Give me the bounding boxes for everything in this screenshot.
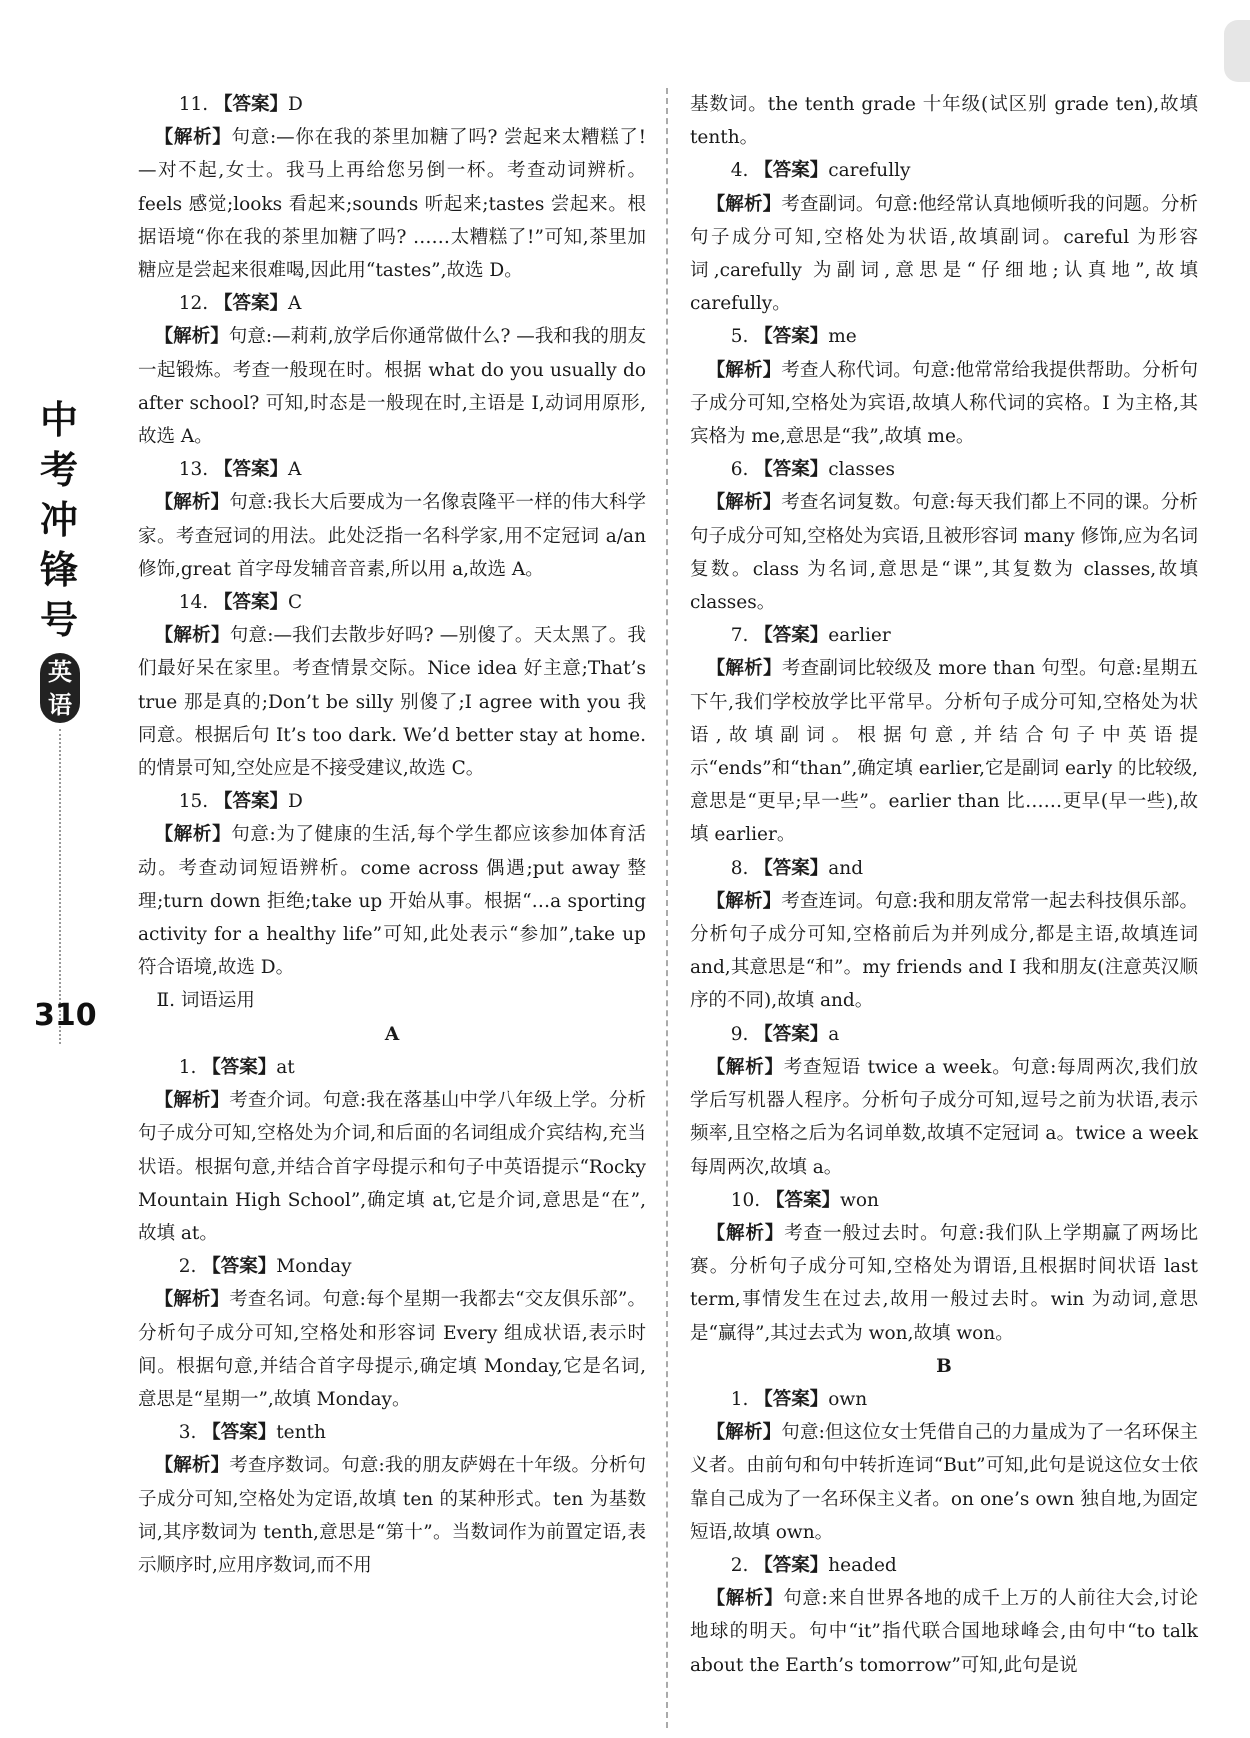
question-number: 14. xyxy=(178,592,214,614)
answer-line xyxy=(138,88,646,121)
explanation-text: 句意:我长大后要成为一名像袁隆平一样的伟大科学家。考查冠词的用法。此处泛指一名科学家,用不定冠词 a/an 修饰,great 首字母发辅音音素,所以用 a,故选 A。 xyxy=(138,492,646,580)
answer-text: own xyxy=(828,1388,868,1410)
explanation-text: 考查连词。句意:我和朋友常常一起去科技俱乐部。分析句子成分可知,空格前后为并列成分,都是主语,故填连词 and,其意思是“和”。my friends and I 我和朋友(注意英汉顺序的不同),故填 and。 xyxy=(690,890,1198,1012)
explanation-paragraph xyxy=(690,1051,1198,1184)
answer-text: A xyxy=(288,293,302,315)
subsection-letter: A xyxy=(384,1023,400,1045)
explanation-marker: 【解析】 xyxy=(154,492,230,514)
answer-text: C xyxy=(288,592,303,614)
answer-line xyxy=(138,586,646,619)
answer-line xyxy=(138,785,646,818)
question-number: 3. xyxy=(178,1422,203,1444)
page-corner-tab xyxy=(1224,20,1250,82)
book-title: 中考冲锋号 xyxy=(39,397,80,642)
question-number: 9. xyxy=(730,1023,755,1045)
explanation-paragraph xyxy=(138,818,646,984)
question-number: 15. xyxy=(178,791,214,813)
question-number: 7. xyxy=(730,625,755,647)
explanation-marker: 【解析】 xyxy=(154,1090,230,1112)
answer-text: earlier xyxy=(828,625,891,647)
explanation-paragraph xyxy=(138,619,646,785)
explanation-text: 句意:为了健康的生活,每个学生都应该参加体育活动。考查动词短语辨析。come across 偶遇;put away 整理;turn down 拒绝;take up 开始从事。根据“…a sporting activity for a healthy life”可知,此处表示“参加”,take up 符合语境,故选 D。 xyxy=(138,824,646,979)
explanation-text: 句意:—我们去散步好吗? —别傻了。天太黑了。我们最好呆在家里。考查情景交际。Nice idea 好主意;That’s true 那是真的;Don’t be silly 别傻了;I agree with you 我同意。根据后句 It’s too dark. We’d better stay at home. 的情景可知,空处应是不接受建议,故选 C。 xyxy=(138,625,646,780)
explanation-paragraph xyxy=(690,1416,1198,1549)
explanation-paragraph xyxy=(138,1283,646,1416)
answer-line xyxy=(690,453,1198,486)
answer-line xyxy=(138,1051,646,1084)
explanation-text: 句意:但这位女士凭借自己的力量成为了一名环保主义者。由前句和句中转折连词“But”可知,此句是说这位女士依靠自己成为了一名环保主义者。on one’s own 独自地,为固定短语,故填 own。 xyxy=(690,1422,1198,1543)
answer-marker: 【答案】 xyxy=(214,94,289,115)
explanation-text: 考查名词。句意:每个星期一我都去“交友俱乐部”。分析句子成分可知,空格处和形容词 Every 组成状语,表示时间。根据句意,并结合首字母提示,确定填 Monday,它是名词,意思是“星期一”,故填 Monday。 xyxy=(138,1289,646,1410)
explanation-text: 考查副词。句意:他经常认真地倾听我的问题。分析句子成分可知,空格处为状语,故填副词。careful 为形容词,carefully 为副词,意思是“仔细地;认真地”,故填 carefully。 xyxy=(690,193,1198,315)
answer-line xyxy=(138,1250,646,1283)
answer-text: A xyxy=(288,459,302,481)
explanation-paragraph xyxy=(690,885,1198,1018)
answer-text: D xyxy=(288,791,303,813)
answer-marker: 【答案】 xyxy=(754,1554,829,1576)
answer-text: and xyxy=(828,857,864,879)
explanation-marker: 【解析】 xyxy=(706,658,782,680)
answer-line xyxy=(690,1383,1198,1416)
answer-line xyxy=(690,1549,1198,1582)
answer-line xyxy=(138,453,646,486)
sidebar-dotted-line xyxy=(59,729,61,1044)
explanation-paragraph xyxy=(138,486,646,586)
answer-line xyxy=(138,1416,646,1449)
subsection-letter: B xyxy=(936,1355,952,1377)
subject-badge: 英语 xyxy=(40,653,80,723)
sidebar xyxy=(30,395,90,1044)
answer-line xyxy=(690,154,1198,187)
answer-text: classes xyxy=(828,459,895,481)
explanation-paragraph xyxy=(690,188,1198,321)
answer-text: won xyxy=(840,1189,879,1211)
answer-text: D xyxy=(288,94,303,115)
explanation-paragraph xyxy=(690,486,1198,619)
explanation-text: 考查序数词。句意:我的朋友萨姆在十年级。分析句子成分可知,空格处为定语,故填 ten 的某种形式。ten 为基数词,其序数词为 tenth,意思是“第十”。当数词作为前置定语,表示顺序时,应用序数词,而不用 xyxy=(138,1455,646,1576)
explanation-paragraph xyxy=(138,1449,646,1582)
answer-line xyxy=(690,1018,1198,1051)
right-column xyxy=(690,88,1198,1682)
explanation-paragraph xyxy=(138,121,646,287)
explanation-marker: 【解析】 xyxy=(706,890,782,912)
explanation-marker: 【解析】 xyxy=(154,127,232,149)
explanation-marker: 【解析】 xyxy=(706,1422,782,1444)
question-number: 2. xyxy=(730,1554,755,1576)
continued-paragraph: 基数词。the tenth grade 十年级(试区别 grade ten),故填 tenth。 xyxy=(690,94,1198,149)
explanation-paragraph xyxy=(690,1217,1198,1350)
explanation-marker: 【解析】 xyxy=(706,492,782,514)
question-number: 10. xyxy=(730,1189,766,1211)
answer-marker: 【答案】 xyxy=(754,160,829,182)
explanation-text: 考查人称代词。句意:他常常给我提供帮助。分析句子成分可知,空格处为宾语,故填人称代词的宾格。I 为主格,其宾格为 me,意思是“我”,故填 me。 xyxy=(690,359,1198,448)
explanation-marker: 【解析】 xyxy=(154,824,232,846)
explanation-text: 考查一般过去时。句意:我们队上学期赢了两场比赛。分析句子成分可知,空格处为谓语,且根据时间状语 last term,事情发生在过去,故用一般过去时。win 为动词,意思是“赢得”,其过去式为 won,故填 won。 xyxy=(690,1222,1198,1344)
question-number: 5. xyxy=(730,326,755,348)
question-number: 1. xyxy=(730,1388,755,1410)
explanation-text: 考查短语 twice a week。句意:每周两次,我们放学后写机器人程序。分析句子成分可知,逗号之前为状语,表示频率,且空格之后为名词单数,故填不定冠词 a。twice a week 每周两次,故填 a。 xyxy=(690,1056,1198,1178)
explanation-marker: 【解析】 xyxy=(706,1222,785,1244)
answer-marker: 【答案】 xyxy=(754,1023,829,1045)
answer-marker: 【答案】 xyxy=(754,857,829,879)
explanation-paragraph xyxy=(690,354,1198,454)
answer-text: Monday xyxy=(276,1256,352,1278)
question-number: 1. xyxy=(178,1056,203,1078)
page-number: 310 xyxy=(34,998,97,1033)
answer-line xyxy=(690,619,1198,652)
question-number: 13. xyxy=(178,459,214,481)
answer-marker: 【答案】 xyxy=(766,1189,841,1211)
explanation-marker: 【解析】 xyxy=(154,1455,230,1477)
answer-marker: 【答案】 xyxy=(214,791,289,813)
answer-text: tenth xyxy=(276,1422,326,1444)
explanation-text: 句意:—莉莉,放学后你通常做什么? —我和我的朋友一起锻炼。考查一般现在时。根据 what do you usually do after school? 可知,时态是一般现在时,主语是 I,动词用原形,故选 A。 xyxy=(138,326,646,448)
explanation-marker: 【解析】 xyxy=(154,1289,230,1311)
answer-text: me xyxy=(828,326,857,348)
answer-line xyxy=(138,287,646,320)
question-number: 11. xyxy=(178,94,214,115)
explanation-paragraph xyxy=(138,1084,646,1250)
answer-marker: 【答案】 xyxy=(754,625,829,647)
left-column xyxy=(138,88,646,1582)
question-number: 12. xyxy=(178,293,214,315)
answer-marker: 【答案】 xyxy=(202,1056,277,1078)
explanation-text: 句意:来自世界各地的成千上万的人前往大会,讨论地球的明天。句中“it”指代联合国地球峰会,由句中“to talk about the Earth’s tomorrow”可知,此句是说 xyxy=(690,1588,1198,1676)
explanation-marker: 【解析】 xyxy=(154,625,230,647)
answer-marker: 【答案】 xyxy=(754,1388,829,1410)
explanation-marker: 【解析】 xyxy=(706,1056,784,1078)
explanation-text: 考查介词。句意:我在落基山中学八年级上学。分析句子成分可知,空格处为介词,和后面的名词组成介宾结构,充当状语。根据句意,并结合首字母提示和句子中英语提示“Rocky Mountain High School”,确定填 at,它是介词,意思是“在”,故填 at。 xyxy=(138,1090,646,1244)
answer-marker: 【答案】 xyxy=(754,459,829,481)
column-divider xyxy=(666,88,668,1728)
answer-marker: 【答案】 xyxy=(214,293,289,315)
answer-text: headed xyxy=(828,1554,897,1576)
explanation-marker: 【解析】 xyxy=(706,359,782,381)
explanation-text: 考查副词比较级及 more than 句型。句意:星期五下午,我们学校放学比平常早。分析句子成分可知,空格处为状语,故填副词。根据句意,并结合句子中英语提示“ends”和“than”,确定填 earlier,它是副词 early 的比较级,意思是“更早;早一些”。earlier than 比……更早(早一些),故填 earlier。 xyxy=(690,658,1198,846)
question-number: 2. xyxy=(178,1256,203,1278)
section-heading: Ⅱ. 词语运用 xyxy=(156,990,255,1012)
answer-marker: 【答案】 xyxy=(214,592,289,614)
answer-marker: 【答案】 xyxy=(214,459,289,481)
answer-text: at xyxy=(276,1056,295,1078)
answer-marker: 【答案】 xyxy=(202,1256,277,1278)
answer-text: carefully xyxy=(828,160,911,182)
explanation-paragraph xyxy=(690,1582,1198,1682)
answer-line xyxy=(690,1184,1198,1217)
explanation-paragraph xyxy=(138,320,646,453)
explanation-marker: 【解析】 xyxy=(706,193,782,215)
answer-line xyxy=(690,320,1198,353)
explanation-text: 句意:—你在我的茶里加糖了吗? 尝起来太糟糕了! —对不起,女士。我马上再给您另倒一杯。考查动词辨析。feels 感觉;looks 看起来;sounds 听起来;tastes 尝起来。根据语境“你在我的茶里加糖了吗? ……太糟糕了!”可知,茶里加糖应是尝起来很难喝,因此用“tastes”,故选 D。 xyxy=(138,127,646,282)
explanation-marker: 【解析】 xyxy=(154,326,229,348)
explanation-marker: 【解析】 xyxy=(706,1588,784,1610)
answer-line xyxy=(690,852,1198,885)
answer-marker: 【答案】 xyxy=(202,1422,277,1444)
answer-text: a xyxy=(828,1023,840,1045)
explanation-paragraph xyxy=(690,652,1198,851)
question-number: 8. xyxy=(730,857,755,879)
explanation-text: 考查名词复数。句意:每天我们都上不同的课。分析句子成分可知,空格处为宾语,且被形容词 many 修饰,应为名词复数。class 为名词,意思是“课”,其复数为 classes,故填 classes。 xyxy=(690,492,1198,614)
answer-marker: 【答案】 xyxy=(754,326,829,348)
question-number: 6. xyxy=(730,459,755,481)
question-number: 4. xyxy=(730,160,755,182)
